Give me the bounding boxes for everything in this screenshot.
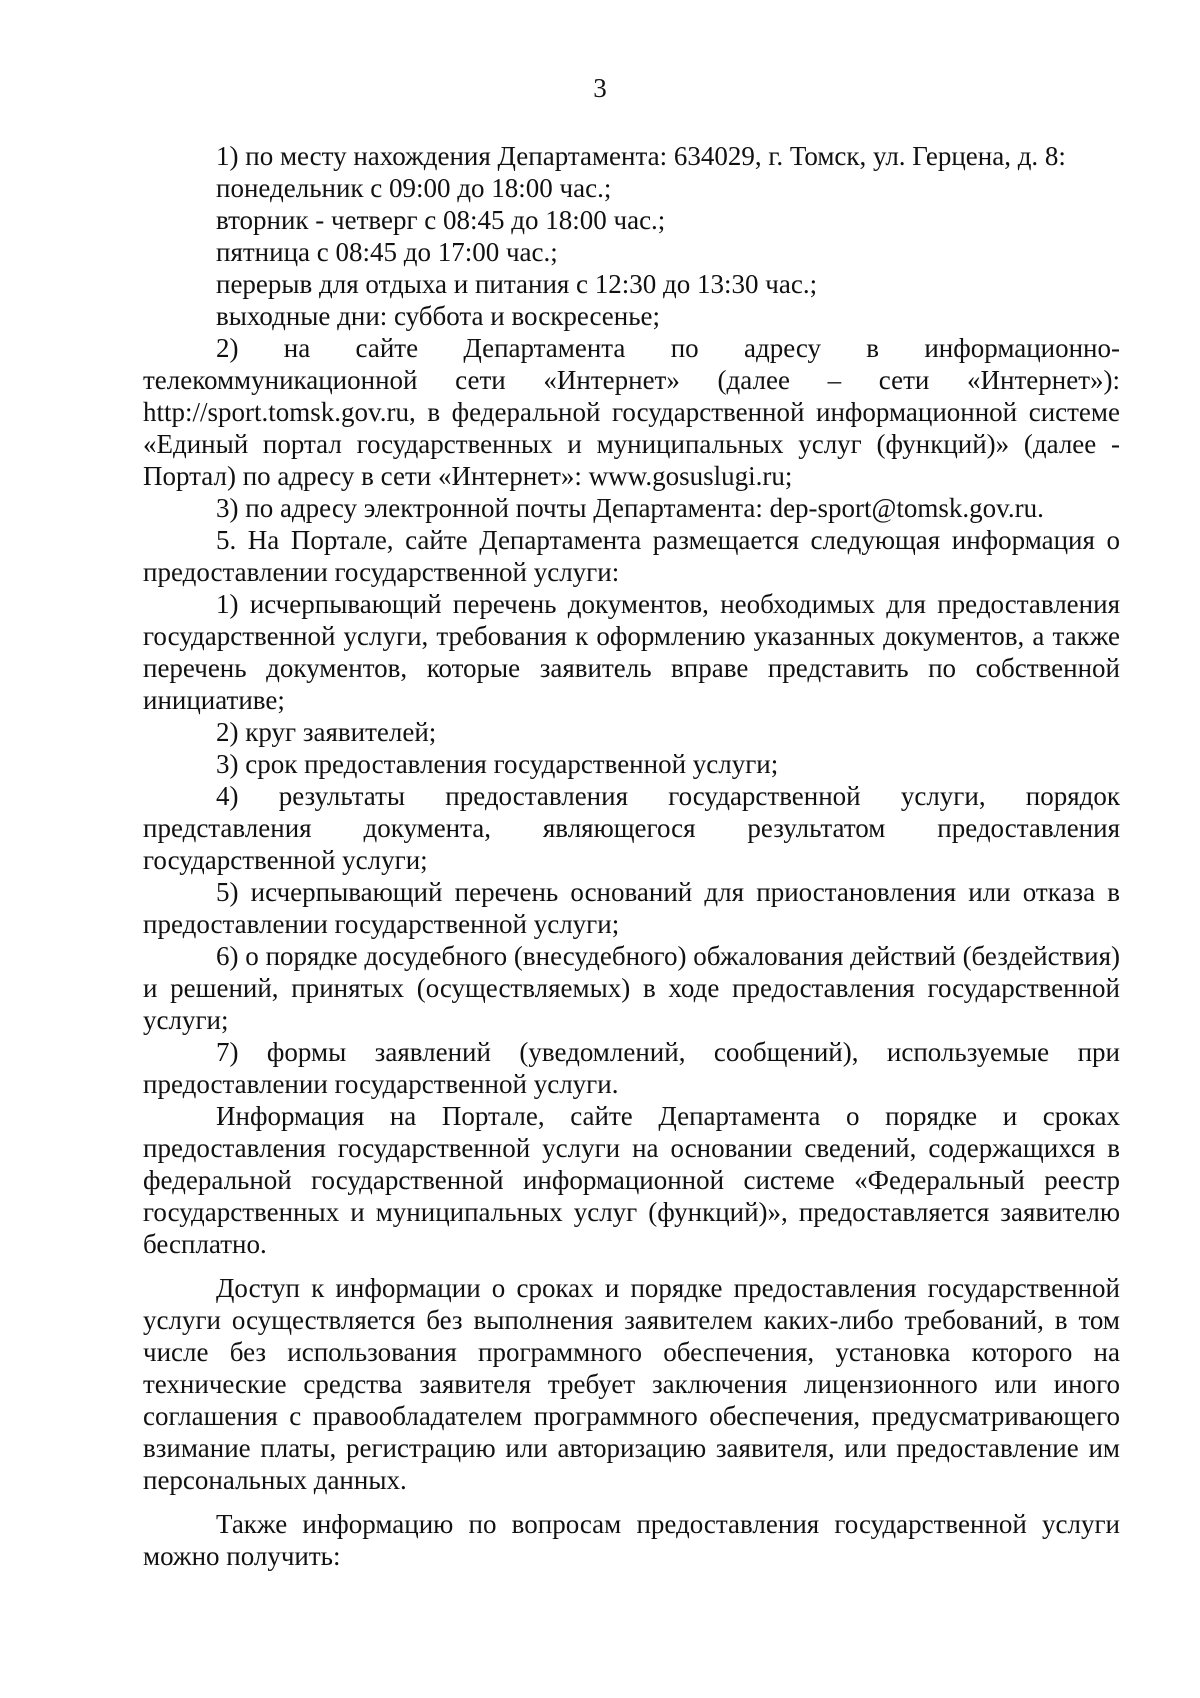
paragraph-section-5: 5. На Портале, сайте Департамента размещается следующая информация о предоставлении государственной услуги: bbox=[143, 525, 1120, 587]
paragraph-access: Доступ к информации о сроках и порядке предоставления государственной услуги осуществляется без выполнения заявителем каких-либо требований, в том числе без использования программного обеспечения, установка которого на технические средства заявителя требует заключения лицензионного или иного соглашения с правообладателем программного обеспечения, предусматривающего взимание платы, регистрацию или авторизацию заявителя, или предоставление им персональных данных. bbox=[143, 1273, 1120, 1495]
list-item-documents: 1) исчерпывающий перечень документов, необходимых для предоставления государственной услуги, требования к оформлению указанных документов, а также перечень документов, которые заявитель вправе представить по собственной инициативе; bbox=[143, 589, 1120, 715]
paragraph-hours-friday: пятница с 08:45 до 17:00 час.; bbox=[216, 237, 558, 267]
paragraph-break-time: перерыв для отдыха и питания с 12:30 до 13:30 час.; bbox=[216, 269, 818, 299]
paragraph-email: 3) по адресу электронной почты Департамента: dep-sport@tomsk.gov.ru. bbox=[216, 493, 1044, 523]
paragraph-office-location: 1) по месту нахождения Департамента: 634029, г. Томск, ул. Герцена, д. 8: bbox=[216, 141, 1066, 171]
list-item-results: 4) результаты предоставления государственной услуги, порядок представления документа, являющегося результатом предоставления государственной услуги; bbox=[143, 781, 1120, 875]
document-body bbox=[143, 140, 1120, 1572]
paragraph-hours-tue-thu: вторник - четверг с 08:45 до 18:00 час.; bbox=[216, 205, 666, 235]
paragraph-hours-monday: понедельник с 09:00 до 18:00 час.; bbox=[216, 173, 612, 203]
paragraph-also: Также информацию по вопросам предоставления государственной услуги можно получить: bbox=[143, 1509, 1120, 1571]
list-item-appeal: 6) о порядке досудебного (внесудебного) обжалования действий (бездействия) и решений, принятых (осуществляемых) в ходе предоставления государственной услуги; bbox=[143, 941, 1120, 1035]
list-item-term: 3) срок предоставления государственной услуги; bbox=[216, 749, 779, 779]
page-number: 3 bbox=[593, 73, 607, 103]
list-item-refusal-grounds: 5) исчерпывающий перечень оснований для приостановления или отказа в предоставлении государственной услуги; bbox=[143, 877, 1120, 939]
paragraph-website: 2) на сайте Департамента по адресу в информационно-телекоммуникационной сети «Интернет» (далее – сети «Интернет»): http://sport.tomsk.gov.ru, в федеральной государственной информационной системе «Единый портал государственных и муниципальных услуг (функций)» (далее - Портал) по адресу в сети «Интернет»: www.gosuslugi.ru; bbox=[143, 333, 1120, 491]
list-item-forms: 7) формы заявлений (уведомлений, сообщений), используемые при предоставлении государственной услуги. bbox=[143, 1037, 1120, 1099]
list-item-applicants: 2) круг заявителей; bbox=[216, 717, 437, 747]
paragraph-weekend: выходные дни: суббота и воскресенье; bbox=[216, 301, 661, 331]
paragraph-free-info: Информация на Портале, сайте Департамента о порядке и сроках предоставления государственной услуги на основании сведений, содержащихся в федеральной государственной информационной системе «Федеральный реестр государственных и муниципальных услуг (функций)», предоставляется заявителю бесплатно. bbox=[143, 1101, 1120, 1259]
